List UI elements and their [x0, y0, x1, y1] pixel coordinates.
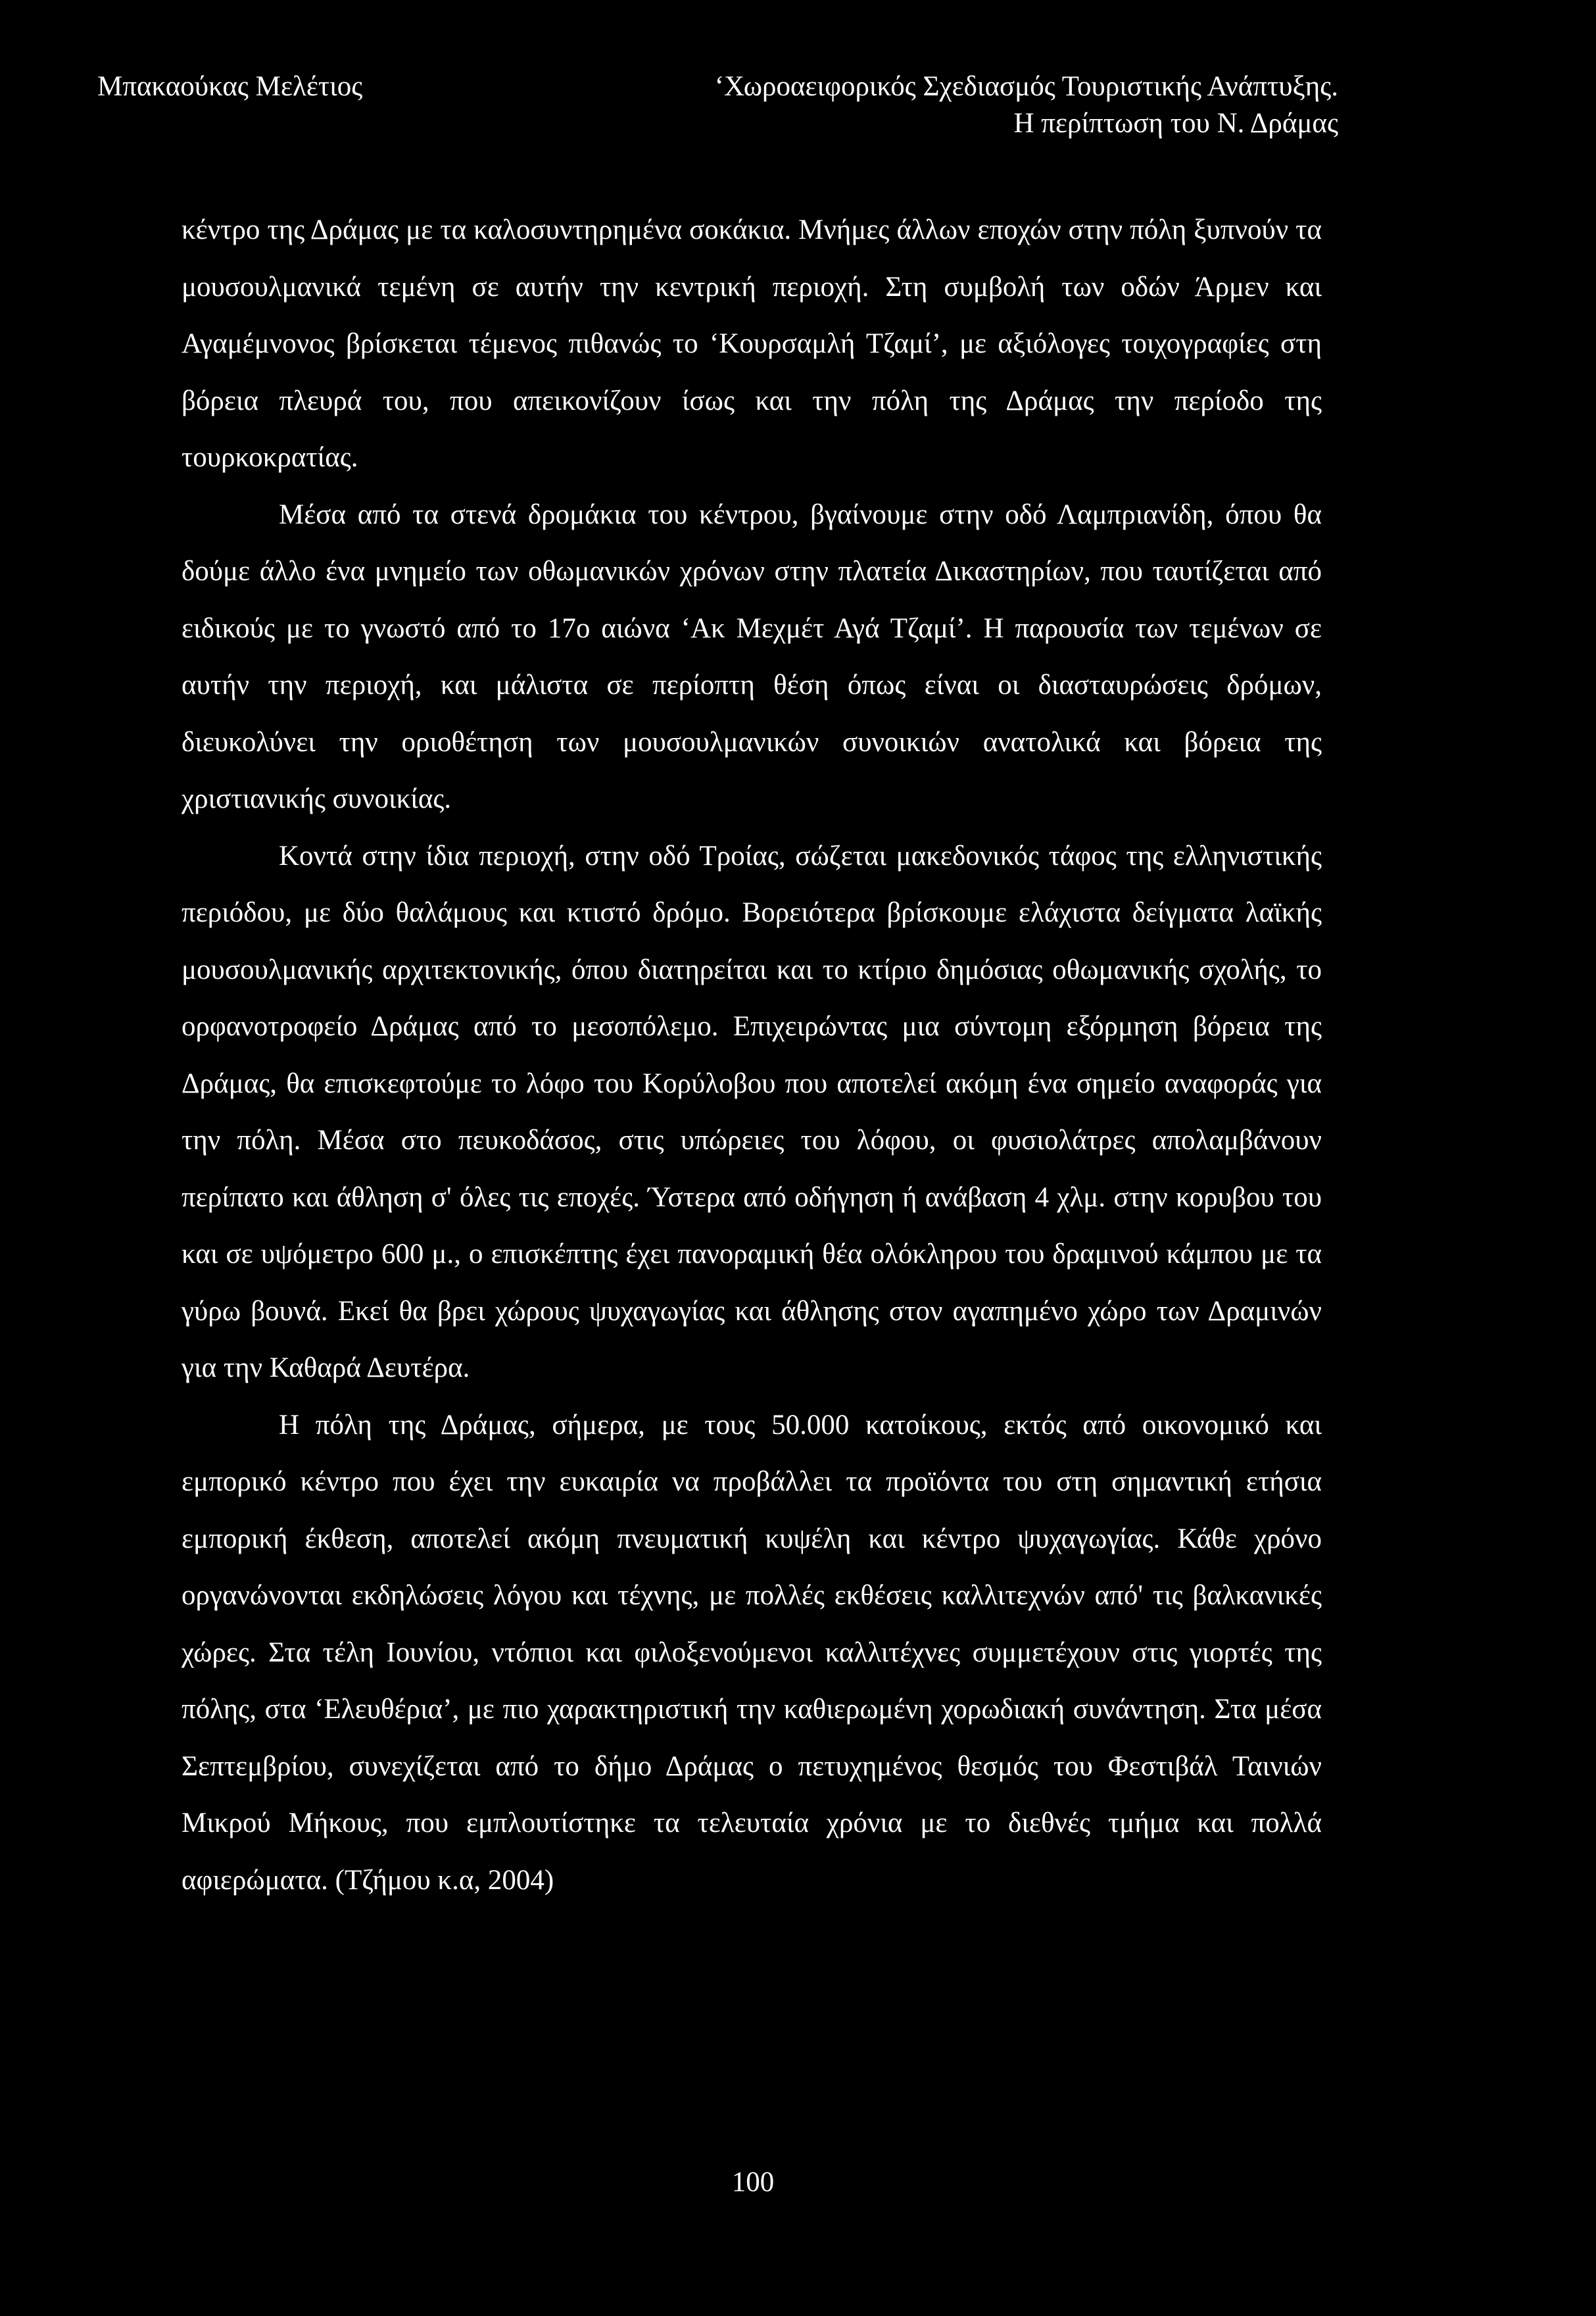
paragraph-4: Η πόλη της Δράμας, σήμερα, με τους 50.000 κατοίκους, εκτός από οικονομικό και εμπορικό κέντρο που έχει την ευκαιρία να προβάλλει τα προϊόντα του στη σημαντική ετήσια εμπορική έκθεση, αποτελεί ακόμη πνευματική κυψέλη και κέντρο ψυχαγωγίας. Κάθε χρόνο οργανώνονται εκδηλώσεις λόγου και τέχνης, με πολλές εκθέσεις καλλιτεχνών από' τις βαλκανικές χώρες. Στα τέλη Ιουνίου, ντόπιοι και φιλοξενούμενοι καλλιτέχνες συμμετέχουν στις γιορτές της πόλης, στα ‘Ελευθέρια’, με πιο χαρακτηριστική την καθιερωμένη χορωδιακή συνάντηση. Στα μέσα Σεπτεμβρίου, συνεχίζεται από το δήμο Δράμας ο πετυχημένος θεσμός του Φεστιβάλ Ταινιών Μικρού Μήκους, που εμπλουτίστηκε τα τελευταία χρόνια με το διεθνές τμήμα και πολλά αφιερώματα. (Τζήμου κ.α, 2004): [181, 1409, 1322, 1896]
page-number: 100: [731, 2167, 775, 2198]
header-title: [715, 68, 1338, 142]
header-title-line-2: Η περίπτωση του Ν. Δράμας: [1013, 108, 1338, 139]
header-author: Μπακαούκας Μελέτιος: [97, 71, 363, 102]
paragraph-3: Κοντά στην ίδια περιοχή, στην οδό Τροίας, σώζεται μακεδονικός τάφος της ελληνιστικής περιόδου, με δύο θαλάμους και κτιστό δρόμο. Βορειότερα βρίσκουμε ελάχιστα δείγματα λαϊκής μουσουλμανικής αρχιτεκτονικής, όπου διατηρείται και το κτίριο δημόσιας οθωμανικής σχολής, το ορφανοτροφείο Δράμας από το μεσοπόλεμο. Επιχειρώντας μια σύντομη εξόρμηση βόρεια της Δράμας, θα επισκεφτούμε το λόφο του Κορύλοβου που αποτελεί ακόμη ένα σημείο αναφοράς για την πόλη. Μέσα στο πευκοδάσος, στις υπώρειες του λόφου, οι φυσιολάτρες απολαμβάνουν περίπατο και άθληση σ' όλες τις εποχές. Ύστερα από οδήγηση ή ανάβαση 4 χλμ. στην κορυβου του και σε υψόμετρο 600 μ., ο επισκέπτης έχει πανοραμική θέα ολόκληρου του δραμινού κάμπου με τα γύρω βουνά. Εκεί θα βρει χώρους ψυχαγωγίας και άθλησης στον αγαπημένο χώρο των Δραμινών για την Καθαρά Δευτέρα.: [181, 840, 1322, 1383]
paragraph-1: κέντρο της Δράμας με τα καλοσυντηρημένα σοκάκια. Μνήμες άλλων εποχών στην πόλη ξυπνούν τα μουσουλμανικά τεμένη σε αυτήν την κεντρική περιοχή. Στη συμβολή των οδών Άρμεν και Αγαμέμνονος βρίσκεται τέμενος πιθανώς το ‘Κουρσαμλή Τζαμί’, με αξιόλογες τοιχογραφίες στη βόρεια πλευρά του, που απεικονίζουν ίσως και την πόλη της Δράμας την περίοδο της τουρκοκρατίας.: [181, 214, 1322, 473]
body-text: [181, 202, 1322, 1909]
header-title-line-1: ‘Χωροαειφορικός Σχεδιασμός Τουριστικής Ανάπτυξης.: [714, 71, 1338, 102]
paragraph-2: Μέσα από τα στενά δρομάκια του κέντρου, βγαίνουμε στην οδό Λαμπριανίδη, όπου θα δούμε άλλο ένα μνημείο των οθωμανικών χρόνων στην πλατεία Δικαστηρίων, που ταυτίζεται από ειδικούς με το γνωστό από το 17ο αιώνα ‘Ακ Μεχμέτ Αγά Τζαμί’. Η παρουσία των τεμένων σε αυτήν την περιοχή, και μάλιστα σε περίοπτη θέση όπως είναι οι διασταυρώσεις δρόμων, διευκολύνει την οριοθέτηση των μουσουλμανικών συνοικιών ανατολικά και βόρεια της χριστιανικής συνοικίας.: [181, 499, 1322, 814]
